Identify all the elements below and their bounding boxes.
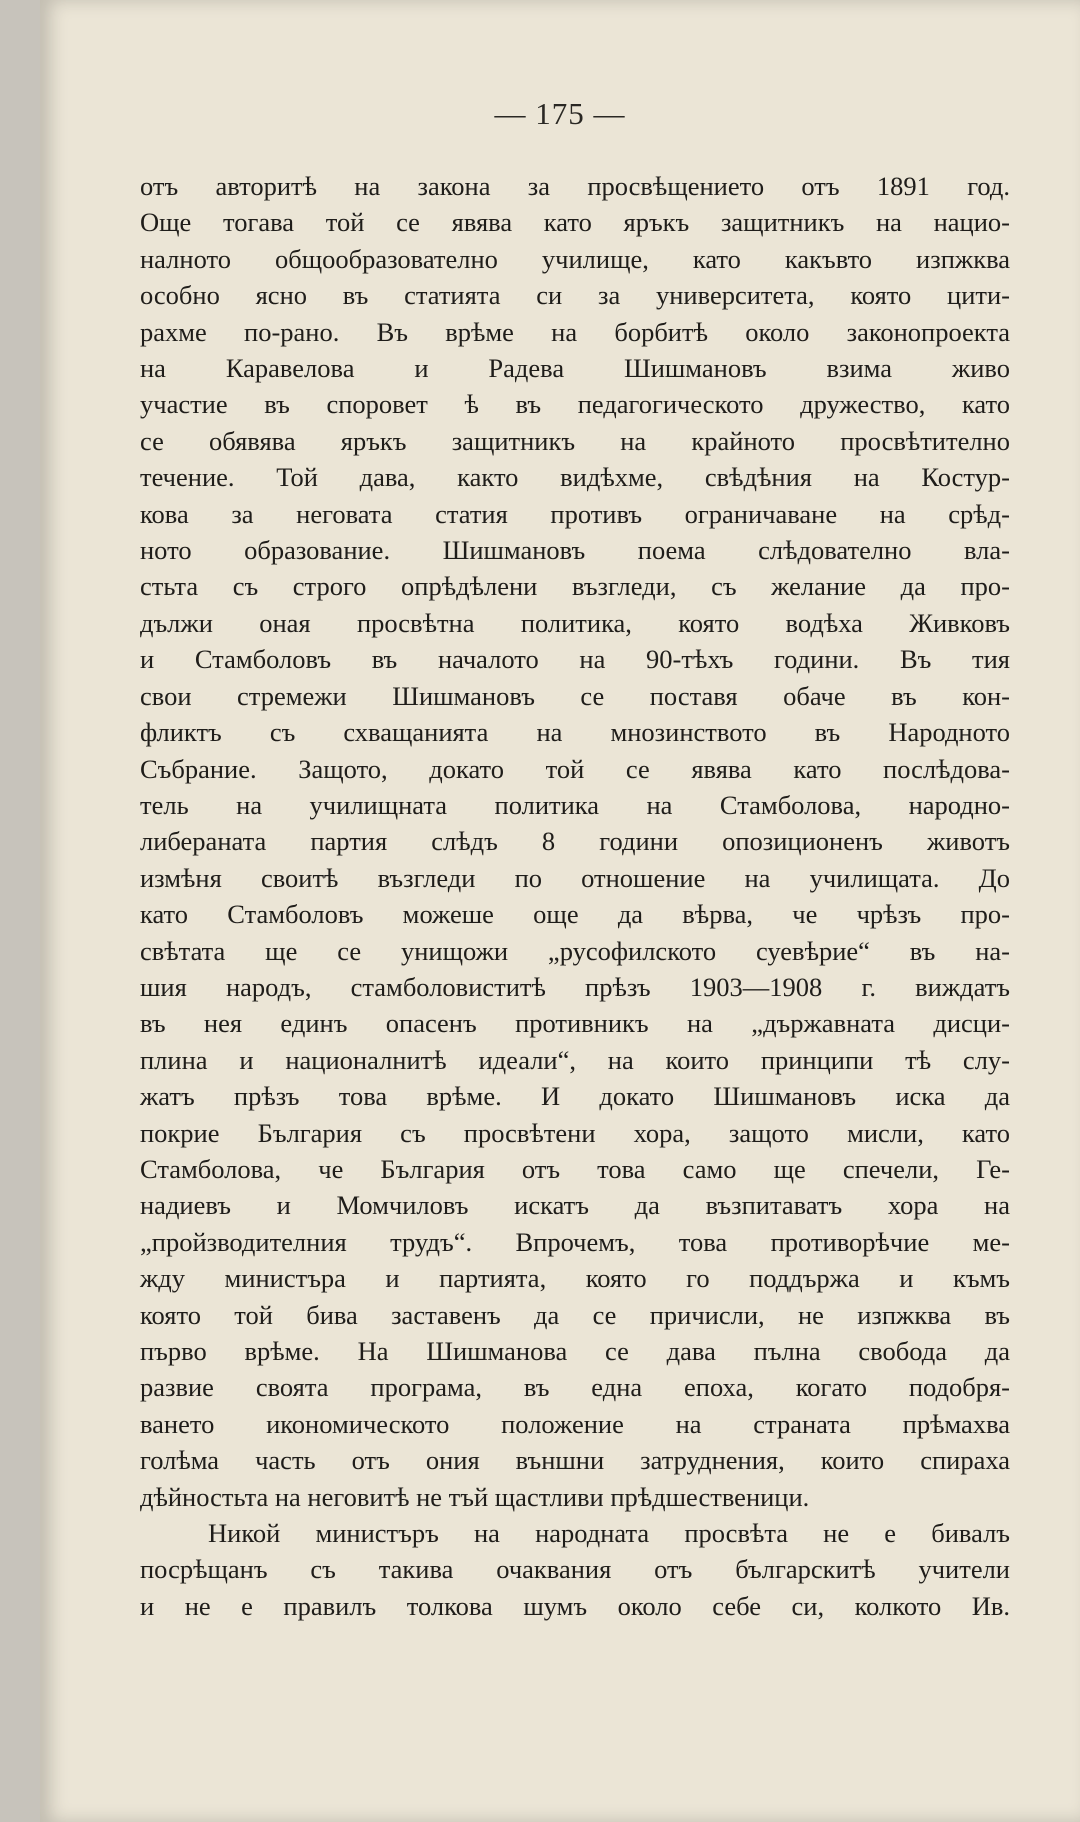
text-line: кова за неговата статия противъ ограничаване на срѣд- (140, 498, 1010, 529)
text-line: особно ясно въ статията си за университета, която цити- (140, 280, 1010, 311)
text-line: рахме по-рано. Въ врѣме на борбитѣ около законопроекта (140, 316, 1010, 347)
text-line: участие въ споровет ѣ въ педагогическото дружество, като (140, 389, 1010, 420)
text-line: Още тогава той се явява като яръкъ защитникъ на нацио- (140, 207, 1010, 238)
text-line: отъ авторитѣ на закона за просвѣщението отъ 1891 год. (140, 171, 1010, 201)
text-line: свои стремежи Шишмановъ се поставя обаче въ кон- (140, 680, 1010, 711)
text-line: плина и националнитѣ идеали“, на които принципи тѣ слу- (140, 1044, 1010, 1075)
text-line: развие своята програма, въ една епоха, когато подобря- (140, 1372, 1010, 1403)
body-text (140, 168, 1010, 1624)
text-line: и Стамболовъ въ началото на 90-тѣхъ години. Въ тия (140, 644, 1010, 675)
paragraph-1 (140, 168, 1010, 1515)
text-line: и не е правилъ толкова шумъ около себе си, колкото Ив. (140, 1590, 1010, 1621)
text-line: либераната партия слѣдъ 8 години опозиционенъ животъ (140, 826, 1010, 857)
text-line: тель на училищната политика на Стамболова, народно- (140, 789, 1010, 820)
text-line: на Каравелова и Радева Шишмановъ взима живо (140, 353, 1010, 384)
text-line: първо врѣме. На Шишманова се дава пълна свобода да (140, 1336, 1010, 1366)
paragraph-2 (140, 1515, 1010, 1624)
text-line: посрѣщанъ съ такива очаквания отъ българскитѣ учители (140, 1554, 1010, 1585)
text-line: свѣтата ще се унищожи „русофилското суевѣрие“ въ на- (140, 935, 1010, 966)
text-line: жатъ прѣзъ това врѣме. И докато Шишмановъ иска да (140, 1081, 1010, 1112)
text-line: се обявява яръкъ защитникъ на крайното просвѣтително (140, 425, 1010, 456)
text-line: покрие България съ просвѣтени хора, защото мисли, като (140, 1117, 1010, 1148)
text-line: дѣйностьта на неговитѣ не тъй щастливи прѣдшественици. (140, 1481, 810, 1512)
text-line: която той бива заставенъ да се причисли, не изпжква въ (140, 1299, 1010, 1330)
text-line: дължи оная просвѣтна политика, която водѣха Живковъ (140, 607, 1010, 638)
text-line: жду министъра и партията, която го поддържа и къмъ (140, 1263, 1010, 1294)
text-line: „пройзводителния трудъ“. Впрочемъ, това противорѣчие ме- (140, 1226, 1010, 1257)
text-line: стьта съ строго опрѣдѣлени възгледи, съ желание да про- (140, 571, 1010, 602)
text-line: като Стамболовъ можеше още да вѣрва, че чрѣзъ про- (140, 899, 1010, 930)
text-line: Събрание. Защото, докато той се явява като послѣдова- (140, 753, 1010, 784)
text-line: Стамболова, че България отъ това само ще спечели, Ге- (140, 1153, 1010, 1184)
text-line: шия народъ, стамболовиститѣ прѣзъ 1903—1908 г. виждатъ (140, 971, 1010, 1002)
text-line: голѣма часть отъ ония външни затруднения, които спираха (140, 1445, 1010, 1476)
text-line: фликтъ съ схващанията на мнозинството въ Народното (140, 717, 1010, 748)
text-line: измѣня своитѣ възгледи по отношение на училищата. До (140, 862, 1010, 893)
text-line: надиевъ и Момчиловъ искатъ да възпитаватъ хора на (140, 1190, 1010, 1221)
text-line: налното общообразователно училище, като какъвто изпжква (140, 243, 1010, 274)
text-line: течение. Той дава, както видѣхме, свѣдѣния на Костур- (140, 462, 1010, 493)
text-line: ното образование. Шишмановъ поема слѣдователно вла- (140, 535, 1010, 566)
text-line: ването икономическото положение на страната прѣмахва (140, 1408, 1010, 1439)
book-page (40, 0, 1080, 1822)
page-number: — 175 — (494, 96, 626, 131)
text-line: Никой министъръ на народната просвѣта не е бивалъ (208, 1518, 1010, 1549)
text-line: въ нея единъ опасенъ противникъ на „държавната дисци- (140, 1008, 1010, 1039)
